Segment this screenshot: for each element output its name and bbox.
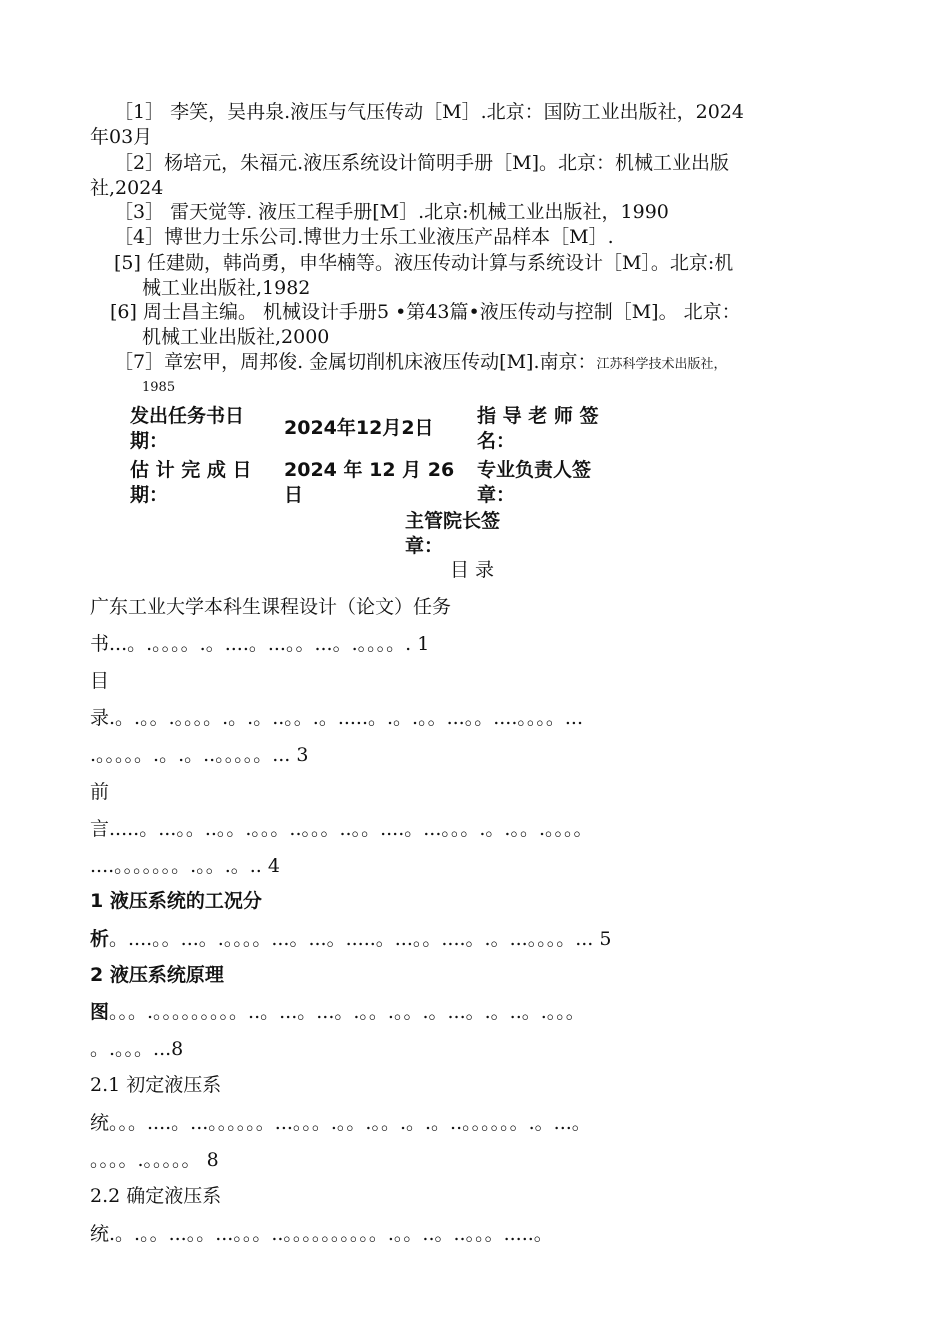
toc-line-15: 统。。。....。...。。。。。。...。。。.。。.。。.。.。..。。。。。。.。...。 (90, 1112, 591, 1134)
toc-line-9: 1 液压系统的工况分 (90, 890, 262, 912)
teacher-sign-label-2: 名： (477, 430, 516, 452)
major-sign-label-2: 章： (477, 484, 516, 506)
toc-line-14: 2.1 初定液压系 (90, 1074, 222, 1096)
major-sign-label-1: 专业负责人签 (477, 459, 592, 481)
toc-line-10-head: 析 (90, 928, 110, 950)
toc-line-4: 录.。.。。.。。。。.。.。..。。.。.....。.。.。。...。。....。。。。... (90, 707, 583, 729)
toc-line-6: 前 (90, 781, 110, 803)
toc-line-13: 。.。。。...8 (90, 1038, 184, 1060)
reference-1-line-1: ［1］ 李笑，吴冉泉.液压与气压传动［M］.北京：国防工业出版社，2024 (114, 101, 745, 123)
toc-heading: 目 录 (450, 559, 495, 581)
reference-5-line-2: 械工业出版社,1982 (142, 277, 311, 299)
toc-line-17: 2.2 确定液压系 (90, 1185, 222, 1207)
dean-sign-label-1: 主管院长签 (405, 510, 501, 532)
reference-7-year: 1985 (142, 380, 176, 395)
finish-date-label-2: 期： (130, 484, 169, 506)
reference-4: ［4］博世力士乐公司.博世力士乐工业液压产品样本［M］. (114, 226, 614, 248)
toc-line-12-head: 图 (90, 1001, 110, 1023)
reference-6-line-2: 机械工业出版社,2000 (142, 326, 330, 348)
reference-2-line-2: 社,2024 (90, 177, 164, 199)
toc-line-2: 书...。.。。。。.。....。...。。...。.。。。。. 1 (90, 633, 430, 655)
teacher-sign-label-1: 指 导 老 师 签 (477, 405, 599, 427)
toc-line-10 (90, 927, 611, 951)
reference-7-main: ［7］章宏甲，周邦俊. 金属切削机床液压传动[M].南京： (114, 351, 597, 373)
toc-line-18: 统.。.。。...。。...。。。..。。。。。。。。。。.。。..。..。。。.....。 (90, 1223, 553, 1245)
reference-2-line-1: ［2］杨培元，朱福元.液压系统设计简明手册［M]。北京：机械工业出版 (114, 152, 729, 174)
issue-date-label-1: 发出任务书日 (130, 405, 245, 427)
reference-7-line-1 (114, 350, 727, 377)
toc-line-7: 言.....。...。。..。。.。。。..。。。..。。....。...。。。.。.。。.。。。。 (90, 818, 593, 840)
reference-1-line-2: 年03月 (90, 126, 153, 148)
issue-date-label-2: 期： (130, 430, 169, 452)
toc-line-1: 广东工业大学本科生课程设计（论文）任务 (90, 596, 452, 618)
issue-date-value: 2024年12月2日 (284, 417, 434, 439)
toc-line-8: ....。。。。。。。.。。.。.. 4 (90, 855, 280, 877)
reference-3: ［3］ 雷天觉等. 液压工程手册[M］.北京:机械工业出版社，1990 (114, 201, 669, 223)
toc-line-12-dots: 。。。.。。。。。。。。。..。...。...。.。。.。。.。...。.。..。.。。。 (109, 1001, 585, 1023)
toc-line-16: 。。。。.。。。。。 8 (90, 1149, 219, 1171)
toc-line-11: 2 液压系统原理 (90, 964, 224, 986)
reference-6-line-1: [6] 周士昌主编。 机械设计手册5 •第43篇•液压传动与控制［M]。 北京： (110, 301, 741, 323)
finish-date-label-1: 估 计 完 成 日 (130, 459, 252, 481)
dean-sign-label-2: 章： (405, 535, 444, 557)
toc-line-10-dots: 。....。。...。.。。。。...。...。.....。...。。....。.。...。。。。... 5 (109, 928, 612, 950)
toc-line-5: .。。。。。.。.。..。。。。。... 3 (90, 744, 309, 766)
finish-date-value-1: 2024 年 12 月 26 (284, 459, 455, 481)
toc-line-3: 目 (90, 670, 110, 692)
reference-5-line-1: [5] 任建勋，韩尚勇，申华楠等。液压传动计算与系统设计［M］。北京:机 (114, 252, 734, 274)
reference-7-publisher: 江苏科学技术出版社， (596, 357, 727, 372)
finish-date-value-2: 日 (284, 484, 304, 506)
toc-line-12 (90, 1000, 585, 1024)
